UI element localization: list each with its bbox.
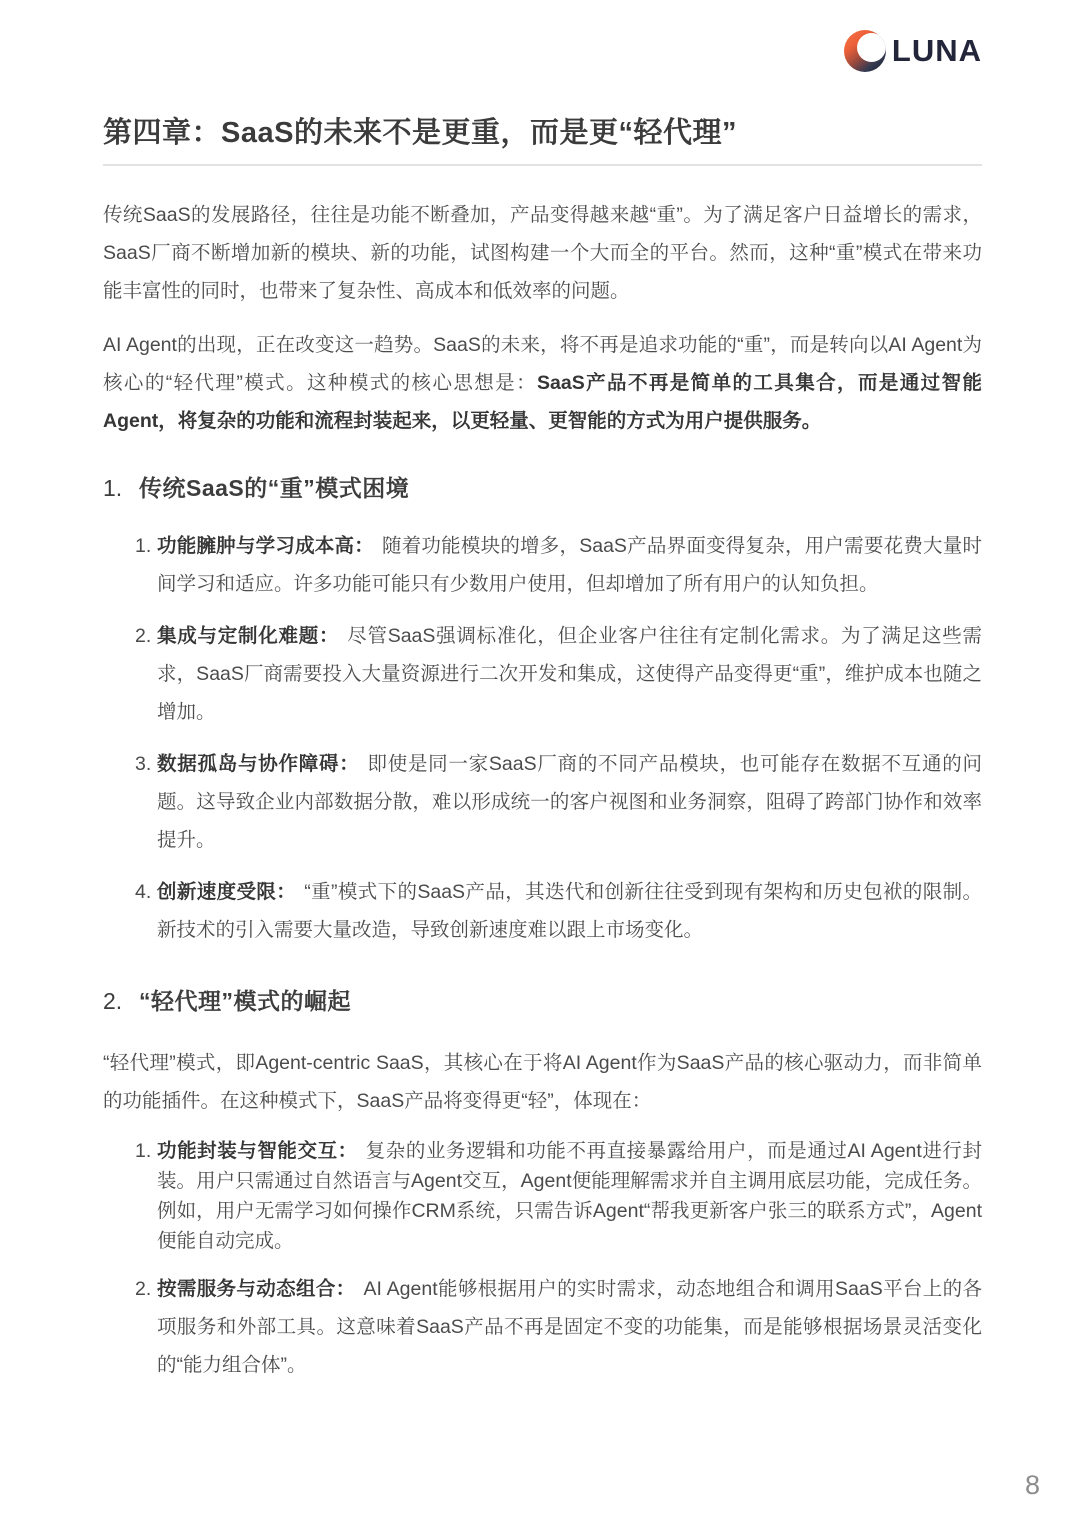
list-item-number: 1. <box>135 535 152 557</box>
list-item-label: 集成与定制化难题： <box>157 625 340 647</box>
section-2-number: 2. <box>103 988 123 1014</box>
section-2-lead-paragraph <box>103 1044 982 1120</box>
intro-paragraph-2-bold: SaaS产品不再是简单的工具集合，而是通过智能Agent，将复杂的功能和流程封装起来，以更轻量、更智能的方式为用户提供服务。 <box>103 372 983 432</box>
list-item-text: 复杂的业务逻辑和功能不再直接暴露给用户，而是通过AI Agent进行封装。用户只需通过自然语言与Agent交互，Agent便能理解需求并自主调用底层功能，完成任务。例如，用户无需学习如何操作CRM系统，只需告诉Agent“帮我更新客户张三的联系方式”，Agent便能自动完成。 <box>157 1140 982 1252</box>
list-item-body <box>157 745 982 859</box>
list-item <box>135 873 982 949</box>
section-1-number: 1. <box>103 475 123 501</box>
list-item-text: 即使是同一家SaaS厂商的不同产品模块，也可能存在数据不互通的问题。这导致企业内部数据分散，难以形成统一的客户视图和业务洞察，阻碍了跨部门协作和效率提升。 <box>157 753 982 851</box>
logo-wordmark: LUNA <box>891 33 982 68</box>
page-number: 8 <box>1024 1470 1040 1500</box>
list-item-text: 随着功能模块的增多，SaaS产品界面变得复杂，用户需要花费大量时间学习和适应。许多功能可能只有少数用户使用，但却增加了所有用户的认知负担。 <box>157 535 982 595</box>
intro-paragraph-2-normal: AI Agent的出现，正在改变这一趋势。SaaS的未来，将不再是追求功能的“重”，而是转向以AI Agent为核心的“轻代理”模式。这种模式的核心思想是： <box>103 334 982 394</box>
intro-paragraph-2 <box>103 326 982 440</box>
list-item-label: 数据孤岛与协作障碍： <box>157 753 360 775</box>
list-item-number: 4. <box>135 881 152 903</box>
title-divider <box>103 164 982 166</box>
list-item <box>135 1270 982 1384</box>
list-item-number: 1. <box>135 1140 152 1162</box>
list-item-number: 2. <box>135 625 152 647</box>
section-2-list <box>103 1136 982 1384</box>
list-item <box>135 527 982 603</box>
list-item <box>135 745 982 859</box>
list-item <box>135 1136 982 1256</box>
intro-paragraph-1-text: 传统SaaS的发展路径，往往是功能不断叠加，产品变得越来越“重”。为了满足客户日益增长的需求，SaaS厂商不断增加新的模块、新的功能，试图构建一个大而全的平台。然而，这种“重”模式在带来功能丰富性的同时，也带来了复杂性、高成本和低效率的问题。 <box>103 204 982 302</box>
section-2-title: “轻代理”模式的崛起 <box>139 988 351 1014</box>
list-item-number: 2. <box>135 1278 152 1300</box>
list-item-text: “重”模式下的SaaS产品，其迭代和创新往往受到现有架构和历史包袱的限制。新技术的引入需要大量改造，导致创新速度难以跟上市场变化。 <box>157 881 982 941</box>
list-item-body <box>157 527 982 603</box>
section-1-list <box>103 527 982 949</box>
list-item-body <box>157 1270 982 1384</box>
list-item <box>135 617 982 731</box>
list-item-body <box>157 873 982 949</box>
section-1-title: 传统SaaS的“重”模式困境 <box>139 475 410 501</box>
intro-paragraph-1 <box>103 196 982 310</box>
list-item-label: 按需服务与动态组合： <box>157 1278 356 1300</box>
list-item-number: 3. <box>135 753 152 775</box>
list-item-body <box>157 617 982 731</box>
section-heading-1 <box>103 470 982 503</box>
list-item-label: 创新速度受限： <box>157 881 297 903</box>
list-item-label: 功能封装与智能交互： <box>157 1140 358 1162</box>
luna-crescent-moon-icon <box>844 30 886 72</box>
list-item-label: 功能臃肿与学习成本高： <box>157 535 374 557</box>
page-header <box>103 30 982 72</box>
list-item-body <box>157 1136 982 1256</box>
list-item-text: AI Agent能够根据用户的实时需求，动态地组合和调用SaaS平台上的各项服务和外部工具。这意味着SaaS产品不再是固定不变的功能集，而是能够根据场景灵活变化的“能力组合体”。 <box>157 1278 982 1376</box>
section-2-lead-text: “轻代理”模式，即Agent-centric SaaS，其核心在于将AI Agent作为SaaS产品的核心驱动力，而非简单的功能插件。在这种模式下，SaaS产品将变得更“轻”，体现在： <box>103 1052 982 1112</box>
chapter-title: 第四章：SaaS的未来不是更重，而是更“轻代理” <box>103 117 737 149</box>
list-item-text: 尽管SaaS强调标准化，但企业客户往往有定制化需求。为了满足这些需求，SaaS厂商需要投入大量资源进行二次开发和集成，这使得产品变得更“重”，维护成本也随之增加。 <box>157 625 982 723</box>
section-heading-2 <box>103 983 982 1016</box>
luna-logo <box>844 30 982 72</box>
